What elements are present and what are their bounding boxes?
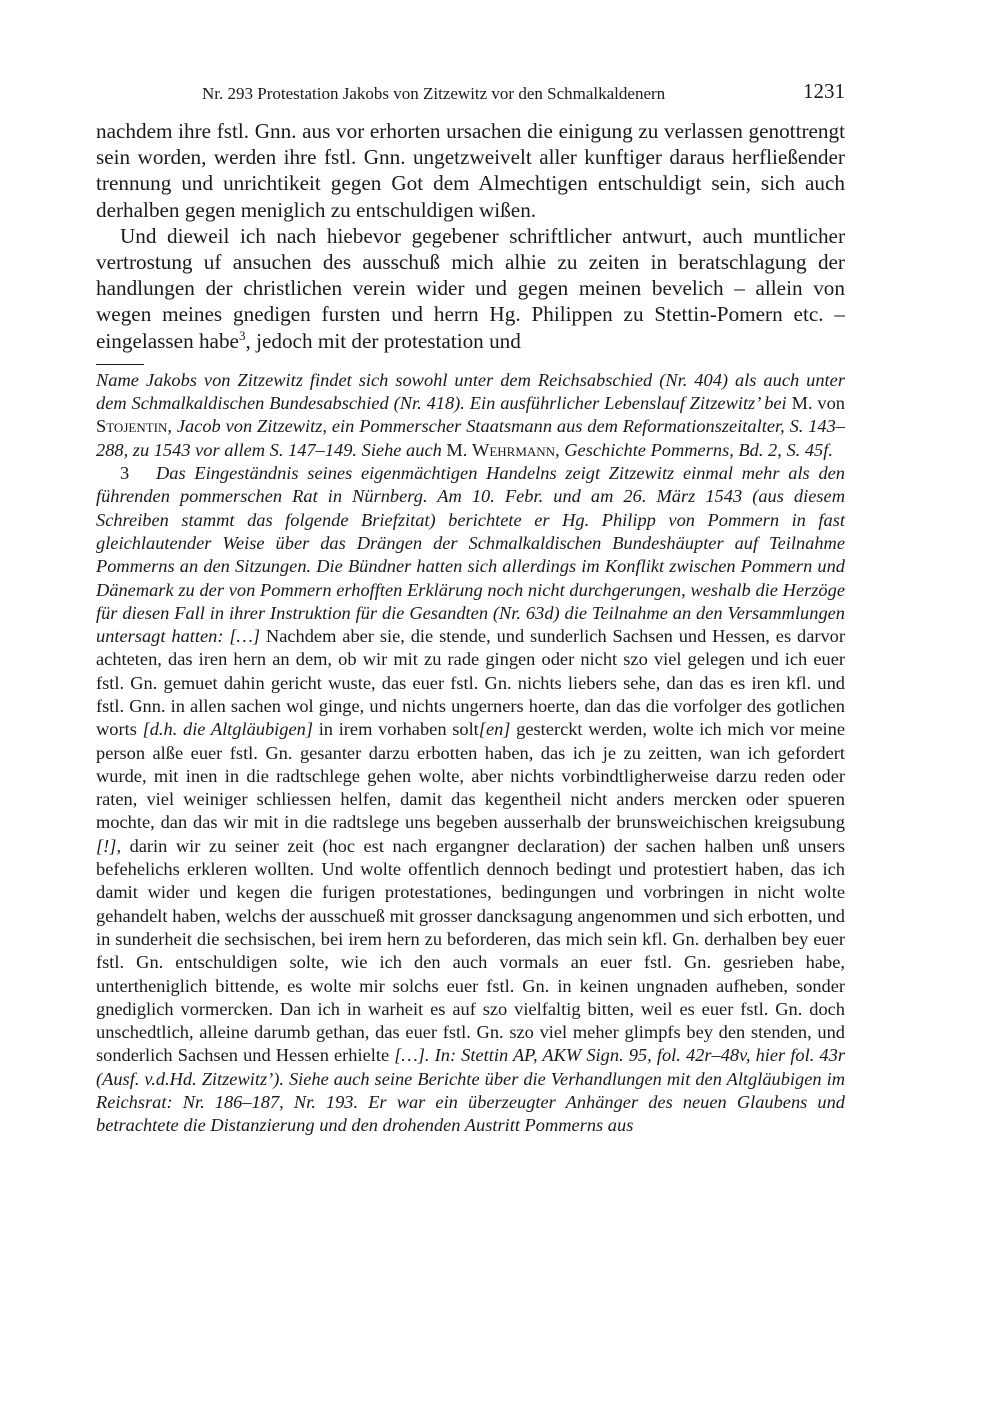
editorial-note: [en] <box>478 719 511 740</box>
source-quotation: Nachdem aber sie, die stende, und sunderlich Sachsen und Hessen, es darvor achteten, das iren hern an dem, ob wir mit zu rade gingen oder nicht szo viel gelegen und ich euer fstl. Gn. gemuet dahin gericht wuste, das euer fstl. Gn. nichts liebers sehe, dan das es iren kfl. und fstl. Gnn. in allen sachen wol ginge, und nichts ungerners hoerte, dan das die vorfolger des gotlichen worts <box>96 626 845 740</box>
footnote-3 <box>96 462 845 1138</box>
source-quotation: , darin wir zu seiner zeit (hoc est nach ergangner declaration) der sachen halben unß unsers befehelichs erkleren wollten. Und wolte offentlich dennoch bedingt und protestiert haben, das ich damit wider und kegen die furigen protestationes, bedingungen und vorbringen in nicht wolte gehandelt haben, welchs der ausschueß mit grosser dancksagung angenommen und sich erbotten, und in sunderheit die sechsischen, bei irem hern zu beforderen, das mich sein kfl. Gn. derhalben bey euer fstl. Gn. entschuldigen solte, wie ich den auch vormals an euer fstl. Gn. gesrieben habe, untertheniglich bittende, es wolte mir solchs euer fstl. Gn. in keinen ungnaden aufheben, sonder gnediglich vormercken. Dan ich in warheit es auf szo vielfaltig bitten, weil es euer fstl. Gn. doch unschedtlich, alleine darumb gethan, das euer fstl. Gn. szo viel meher glimpfs bey den stenden, und sonderlich Sachsen und Hessen erhielte <box>96 835 845 1066</box>
paragraph-text-end: , jedoch mit der protestation und <box>245 328 521 353</box>
author-name: Wehrmann <box>471 439 556 460</box>
footnote-2-continuation <box>96 369 845 462</box>
running-title: Nr. 293 Protestation Jakobs von Zitzewitz vor den Schmalkaldenern <box>202 84 666 103</box>
author-initial: M. <box>446 439 468 460</box>
running-head <box>96 80 845 108</box>
editorial-note: [!] <box>96 835 117 856</box>
source-quotation: in irem vorhaben solt <box>313 719 479 740</box>
paragraph-text: Und dieweil ich nach hiebevor gegebener schriftlicher antwurt, auch muntlicher vertrostung uf ansuchen des ausschuß mich alhie zu zeiten in beratschlagung der handlungen der christlichen verein wider und gegen meinen bevelich – allein von wegen meines gnedigen fursten und herrn Hg. Philippen zu Stettin-Pomern etc. – eingelassen habe <box>96 223 845 353</box>
footnote-reference[interactable]: 3 <box>238 327 246 343</box>
footnote-text: […]. In: Stettin AP, AKW Sign. 95, fol. 42r–48v, hier fol. 43r (Ausf. v.d.Hd. Zitzewitz’). Siehe auch seine Berichte über die Verhandlungen mit den Altgläubigen im Reichsrat: Nr. 186–187, Nr. 193. Er war ein überzeugter Anhänger des neuen Glaubens und betrachtete die Distanzierung und den drohenden Austritt Pommerns aus <box>96 1045 845 1136</box>
paragraph-protestation <box>96 223 845 354</box>
footnotes <box>96 369 845 1138</box>
footnote-separator <box>96 364 144 365</box>
footnote-text: , Geschichte Pommerns, Bd. 2, S. 45f. <box>555 439 833 460</box>
footnote-text: Name Jakobs von Zitzewitz findet sich sowohl unter dem Reichsabschied (Nr. 404) als auch unter dem Schmalkaldischen Bundesabschied (Nr. 418). Ein ausführlicher Lebenslauf Zitzewitz’ bei <box>96 369 845 414</box>
source-quotation: gesterckt werden, wolte ich mich vor meine person alße euer fstl. Gn. gesanter darzu erbotten haben, das ich je zu zeitten, wan ich gefordert wurde, mit inen in die radtschlege gehen wolte, aber nichts vorbindtligherweise darzu reden oder raten, viel weiniger schliessen helfen, damit das kegentheil nicht anders mercken oder spueren mochte, dan das wir mit in die radtslege uns begeben ausserhalb der brunsweichischen kreigsubung <box>96 719 845 833</box>
book-page <box>96 80 845 1138</box>
footnote-text: , Jacob von Zitzewitz, ein Pommerscher Staatsmann aus dem Reformationszeitalter, S. 143–288, zu 1543 vor allem S. 147–149. Siehe auch <box>96 416 845 460</box>
page-number: 1231 <box>803 79 845 103</box>
footnote-number: 3 <box>120 463 130 484</box>
author-name: Stojentin <box>96 416 168 437</box>
footnote-text: Das Eingeständnis seines eigenmächtigen Handelns zeigt Zitzewitz einmal mehr als den führenden pommerschen Rat in Nürnberg. Am 10. Febr. und am 26. März 1543 (aus diesem Schreiben stammt das folgende Briefzitat) berichtete er Hg. Philipp von Pommern in fast gleichlautender Weise über das Drängen der Schmalkaldischen Bundeshäupter auf Teilnahme Pommerns an den Sitzungen. Die Bündner hatten sich allerdings im Konflikt zwischen Pommern und Dänemark zu der von Pommern erhofften Erklärung noch nicht durchgerungen, weshalb die Herzöge für diesen Fall in ihrer Instruktion für die Gesandten (Nr. 63d) die Teilnahme an den Versammlungen untersagt hatten: […] <box>96 463 845 647</box>
editorial-note: [d.h. die Altgläubigen] <box>142 719 313 740</box>
paragraph-continuation: nachdem ihre fstl. Gnn. aus vor erhorten ursachen die einigung zu verlassen genottrengt sein worden, werden ihre fstl. Gnn. ungetzweivelt aller kunftiger daraus herfließender trennung und unrichtikeit gegen Got dem Almechtigen entschuldigt sein, sich auch derhalben gegen meniglich zu entschuldigen wißen. <box>96 119 845 222</box>
author-initial: M. von <box>791 393 845 414</box>
main-text <box>96 118 845 354</box>
